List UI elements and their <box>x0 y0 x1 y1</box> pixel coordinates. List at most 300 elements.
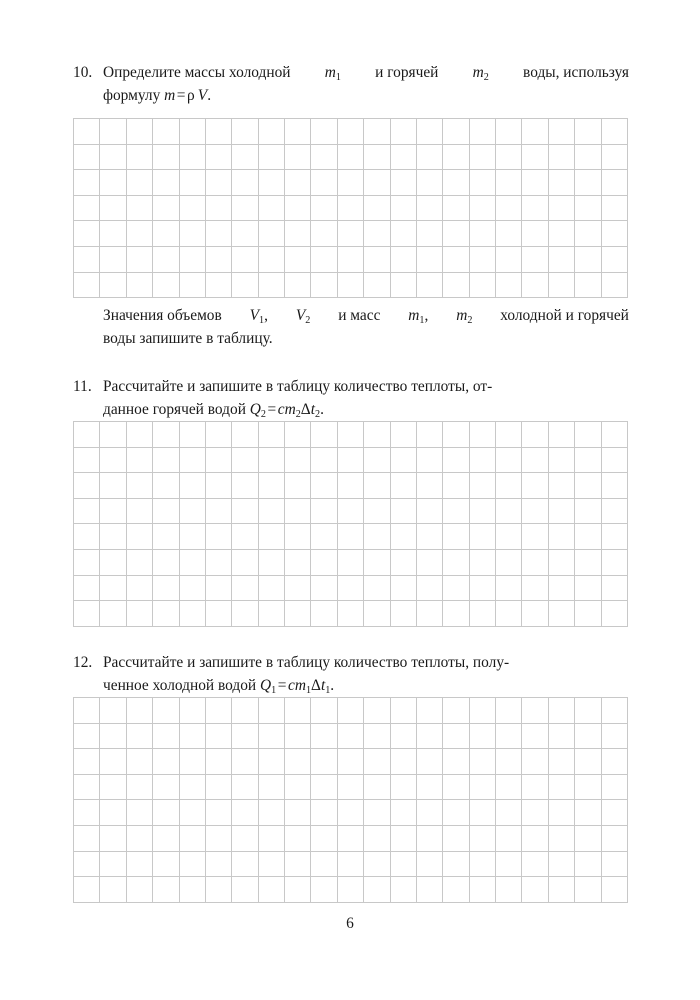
grid-cell[interactable] <box>390 549 416 575</box>
grid-cell[interactable] <box>469 246 495 272</box>
grid-cell[interactable] <box>443 851 469 877</box>
grid-cell[interactable] <box>126 422 152 448</box>
grid-cell[interactable] <box>311 195 337 221</box>
grid-cell[interactable] <box>390 221 416 247</box>
grid-cell[interactable] <box>258 877 284 903</box>
grid-cell[interactable] <box>522 473 548 499</box>
grid-cell[interactable] <box>548 221 574 247</box>
grid-cell[interactable] <box>205 272 231 298</box>
grid-cell[interactable] <box>179 170 205 196</box>
grid-cell[interactable] <box>496 144 522 170</box>
grid-cell[interactable] <box>443 774 469 800</box>
grid-cell[interactable] <box>469 195 495 221</box>
grid-cell[interactable] <box>443 698 469 724</box>
grid-cell[interactable] <box>311 447 337 473</box>
grid-cell[interactable] <box>443 246 469 272</box>
grid-cell[interactable] <box>496 221 522 247</box>
grid-cell[interactable] <box>548 749 574 775</box>
grid-cell[interactable] <box>416 170 442 196</box>
grid-cell[interactable] <box>285 575 311 601</box>
grid-cell[interactable] <box>258 749 284 775</box>
grid-cell[interactable] <box>469 698 495 724</box>
grid-cell[interactable] <box>496 723 522 749</box>
grid-cell[interactable] <box>337 195 363 221</box>
grid-cell[interactable] <box>469 524 495 550</box>
grid-cell[interactable] <box>100 698 126 724</box>
grid-cell[interactable] <box>601 549 628 575</box>
grid-cell[interactable] <box>337 221 363 247</box>
grid-cell[interactable] <box>548 575 574 601</box>
grid-cell[interactable] <box>522 119 548 145</box>
grid-cell[interactable] <box>416 851 442 877</box>
grid-cell[interactable] <box>496 575 522 601</box>
grid-cell[interactable] <box>575 498 601 524</box>
grid-cell[interactable] <box>337 549 363 575</box>
grid-cell[interactable] <box>469 877 495 903</box>
grid-cell[interactable] <box>416 473 442 499</box>
grid-cell[interactable] <box>496 272 522 298</box>
grid-cell[interactable] <box>74 524 100 550</box>
grid-cell[interactable] <box>443 195 469 221</box>
grid-cell[interactable] <box>153 221 179 247</box>
grid-cell[interactable] <box>232 749 258 775</box>
grid-cell[interactable] <box>311 170 337 196</box>
grid-cell[interactable] <box>522 272 548 298</box>
grid-cell[interactable] <box>443 473 469 499</box>
grid-cell[interactable] <box>364 749 390 775</box>
grid-cell[interactable] <box>285 877 311 903</box>
grid-cell[interactable] <box>390 774 416 800</box>
grid-cell[interactable] <box>443 498 469 524</box>
grid-cell[interactable] <box>126 473 152 499</box>
grid-cell[interactable] <box>100 221 126 247</box>
grid-cell[interactable] <box>285 422 311 448</box>
grid-cell[interactable] <box>258 144 284 170</box>
grid-cell[interactable] <box>575 851 601 877</box>
grid-cell[interactable] <box>443 272 469 298</box>
grid-cell[interactable] <box>390 195 416 221</box>
grid-cell[interactable] <box>601 749 628 775</box>
grid-cell[interactable] <box>311 144 337 170</box>
grid-cell[interactable] <box>548 473 574 499</box>
grid-cell[interactable] <box>311 498 337 524</box>
grid-cell[interactable] <box>601 800 628 826</box>
grid-cell[interactable] <box>337 144 363 170</box>
grid-cell[interactable] <box>126 723 152 749</box>
grid-cell[interactable] <box>74 447 100 473</box>
grid-cell[interactable] <box>601 246 628 272</box>
grid-cell[interactable] <box>601 601 628 627</box>
grid-cell[interactable] <box>74 601 100 627</box>
grid-cell[interactable] <box>548 524 574 550</box>
grid-cell[interactable] <box>496 422 522 448</box>
grid-cell[interactable] <box>285 221 311 247</box>
grid-cell[interactable] <box>364 698 390 724</box>
grid-cell[interactable] <box>205 498 231 524</box>
grid-cell[interactable] <box>205 698 231 724</box>
grid-cell[interactable] <box>601 473 628 499</box>
grid-cell[interactable] <box>390 800 416 826</box>
grid-cell[interactable] <box>364 800 390 826</box>
grid-cell[interactable] <box>153 422 179 448</box>
grid-cell[interactable] <box>390 851 416 877</box>
grid-cell[interactable] <box>469 549 495 575</box>
grid-cell[interactable] <box>205 851 231 877</box>
grid-cell[interactable] <box>74 195 100 221</box>
grid-cell[interactable] <box>522 549 548 575</box>
grid-cell[interactable] <box>522 170 548 196</box>
grid-cell[interactable] <box>469 601 495 627</box>
grid-cell[interactable] <box>179 221 205 247</box>
grid-cell[interactable] <box>258 800 284 826</box>
grid-cell[interactable] <box>469 851 495 877</box>
grid-cell[interactable] <box>74 246 100 272</box>
grid-cell[interactable] <box>311 272 337 298</box>
grid-cell[interactable] <box>153 723 179 749</box>
grid-cell[interactable] <box>416 601 442 627</box>
grid-cell[interactable] <box>311 246 337 272</box>
grid-cell[interactable] <box>285 170 311 196</box>
grid-cell[interactable] <box>232 195 258 221</box>
grid-cell[interactable] <box>443 422 469 448</box>
grid-cell[interactable] <box>496 119 522 145</box>
grid-cell[interactable] <box>575 524 601 550</box>
grid-cell[interactable] <box>205 800 231 826</box>
grid-cell[interactable] <box>258 246 284 272</box>
grid-cell[interactable] <box>205 723 231 749</box>
grid-cell[interactable] <box>205 825 231 851</box>
grid-cell[interactable] <box>337 749 363 775</box>
grid-cell[interactable] <box>601 170 628 196</box>
grid-cell[interactable] <box>285 749 311 775</box>
grid-cell[interactable] <box>179 119 205 145</box>
grid-cell[interactable] <box>100 498 126 524</box>
grid-cell[interactable] <box>153 851 179 877</box>
grid-cell[interactable] <box>548 144 574 170</box>
grid-cell[interactable] <box>548 774 574 800</box>
grid-cell[interactable] <box>311 723 337 749</box>
grid-cell[interactable] <box>575 144 601 170</box>
grid-cell[interactable] <box>337 170 363 196</box>
grid-cell[interactable] <box>179 698 205 724</box>
grid-cell[interactable] <box>311 698 337 724</box>
grid-cell[interactable] <box>496 800 522 826</box>
grid-cell[interactable] <box>258 575 284 601</box>
grid-cell[interactable] <box>232 447 258 473</box>
grid-cell[interactable] <box>337 877 363 903</box>
grid-cell[interactable] <box>390 749 416 775</box>
grid-cell[interactable] <box>364 774 390 800</box>
grid-cell[interactable] <box>522 723 548 749</box>
grid-cell[interactable] <box>469 498 495 524</box>
grid-cell[interactable] <box>126 170 152 196</box>
grid-cell[interactable] <box>601 723 628 749</box>
grid-cell[interactable] <box>337 698 363 724</box>
grid-cell[interactable] <box>285 144 311 170</box>
grid-cell[interactable] <box>443 575 469 601</box>
grid-cell[interactable] <box>232 723 258 749</box>
grid-cell[interactable] <box>337 246 363 272</box>
grid-cell[interactable] <box>311 473 337 499</box>
grid-cell[interactable] <box>179 524 205 550</box>
grid-cell[interactable] <box>522 498 548 524</box>
grid-cell[interactable] <box>364 825 390 851</box>
grid-cell[interactable] <box>601 575 628 601</box>
grid-cell[interactable] <box>100 422 126 448</box>
grid-cell[interactable] <box>548 170 574 196</box>
grid-cell[interactable] <box>232 119 258 145</box>
grid-cell[interactable] <box>285 851 311 877</box>
grid-cell[interactable] <box>390 698 416 724</box>
grid-cell[interactable] <box>337 800 363 826</box>
grid-cell[interactable] <box>205 473 231 499</box>
grid-cell[interactable] <box>364 851 390 877</box>
grid-cell[interactable] <box>74 749 100 775</box>
grid-cell[interactable] <box>337 774 363 800</box>
grid-cell[interactable] <box>74 698 100 724</box>
grid-cell[interactable] <box>522 601 548 627</box>
grid-cell[interactable] <box>126 272 152 298</box>
grid-cell[interactable] <box>443 549 469 575</box>
grid-cell[interactable] <box>416 119 442 145</box>
grid-cell[interactable] <box>390 524 416 550</box>
grid-cell[interactable] <box>390 498 416 524</box>
grid-cell[interactable] <box>337 498 363 524</box>
grid-cell[interactable] <box>575 221 601 247</box>
grid-cell[interactable] <box>522 447 548 473</box>
grid-cell[interactable] <box>364 575 390 601</box>
grid-cell[interactable] <box>548 601 574 627</box>
grid-cell[interactable] <box>548 851 574 877</box>
grid-cell[interactable] <box>179 272 205 298</box>
grid-cell[interactable] <box>390 422 416 448</box>
grid-cell[interactable] <box>416 774 442 800</box>
grid-cell[interactable] <box>232 774 258 800</box>
grid-cell[interactable] <box>74 723 100 749</box>
grid-cell[interactable] <box>179 447 205 473</box>
grid-cell[interactable] <box>364 170 390 196</box>
grid-cell[interactable] <box>100 601 126 627</box>
grid-cell[interactable] <box>416 195 442 221</box>
grid-cell[interactable] <box>496 549 522 575</box>
grid-cell[interactable] <box>74 800 100 826</box>
grid-cell[interactable] <box>232 800 258 826</box>
grid-cell[interactable] <box>74 221 100 247</box>
grid-cell[interactable] <box>74 498 100 524</box>
grid-cell[interactable] <box>390 272 416 298</box>
grid-cell[interactable] <box>364 524 390 550</box>
grid-cell[interactable] <box>601 447 628 473</box>
grid-cell[interactable] <box>416 221 442 247</box>
grid-cell[interactable] <box>601 698 628 724</box>
grid-cell[interactable] <box>337 825 363 851</box>
grid-cell[interactable] <box>126 246 152 272</box>
grid-cell[interactable] <box>443 221 469 247</box>
grid-cell[interactable] <box>74 774 100 800</box>
grid-cell[interactable] <box>522 422 548 448</box>
grid-cell[interactable] <box>153 144 179 170</box>
grid-cell[interactable] <box>311 524 337 550</box>
grid-cell[interactable] <box>496 246 522 272</box>
grid-cell[interactable] <box>601 877 628 903</box>
grid-cell[interactable] <box>496 774 522 800</box>
grid-cell[interactable] <box>575 549 601 575</box>
grid-cell[interactable] <box>258 549 284 575</box>
grid-cell[interactable] <box>153 549 179 575</box>
grid-cell[interactable] <box>522 144 548 170</box>
grid-cell[interactable] <box>205 524 231 550</box>
grid-cell[interactable] <box>311 877 337 903</box>
grid-cell[interactable] <box>74 877 100 903</box>
grid-cell[interactable] <box>179 473 205 499</box>
grid-cell[interactable] <box>443 447 469 473</box>
grid-cell[interactable] <box>258 498 284 524</box>
grid-cell[interactable] <box>153 119 179 145</box>
grid-cell[interactable] <box>364 195 390 221</box>
grid-cell[interactable] <box>469 774 495 800</box>
grid-cell[interactable] <box>258 170 284 196</box>
grid-cell[interactable] <box>74 170 100 196</box>
grid-cell[interactable] <box>205 422 231 448</box>
grid-cell[interactable] <box>258 195 284 221</box>
grid-cell[interactable] <box>469 170 495 196</box>
grid-cell[interactable] <box>232 877 258 903</box>
grid-cell[interactable] <box>100 170 126 196</box>
grid-cell[interactable] <box>575 601 601 627</box>
grid-cell[interactable] <box>311 221 337 247</box>
grid-cell[interactable] <box>126 195 152 221</box>
grid-cell[interactable] <box>522 698 548 724</box>
grid-cell[interactable] <box>364 601 390 627</box>
grid-cell[interactable] <box>548 195 574 221</box>
grid-cell[interactable] <box>469 422 495 448</box>
grid-cell[interactable] <box>153 473 179 499</box>
grid-cell[interactable] <box>232 601 258 627</box>
grid-cell[interactable] <box>74 272 100 298</box>
grid-cell[interactable] <box>153 195 179 221</box>
grid-cell[interactable] <box>74 575 100 601</box>
grid-cell[interactable] <box>285 549 311 575</box>
grid-cell[interactable] <box>100 119 126 145</box>
grid-cell[interactable] <box>311 851 337 877</box>
grid-cell[interactable] <box>100 473 126 499</box>
grid-cell[interactable] <box>100 549 126 575</box>
grid-cell[interactable] <box>390 119 416 145</box>
grid-cell[interactable] <box>575 774 601 800</box>
grid-cell[interactable] <box>337 447 363 473</box>
grid-cell[interactable] <box>205 575 231 601</box>
grid-cell[interactable] <box>390 723 416 749</box>
grid-cell[interactable] <box>100 246 126 272</box>
grid-cell[interactable] <box>205 601 231 627</box>
grid-cell[interactable] <box>258 524 284 550</box>
grid-cell[interactable] <box>390 144 416 170</box>
grid-cell[interactable] <box>522 800 548 826</box>
grid-cell[interactable] <box>364 246 390 272</box>
grid-cell[interactable] <box>205 774 231 800</box>
grid-cell[interactable] <box>285 498 311 524</box>
grid-cell[interactable] <box>126 119 152 145</box>
grid-cell[interactable] <box>522 524 548 550</box>
grid-cell[interactable] <box>311 749 337 775</box>
grid-cell[interactable] <box>469 447 495 473</box>
grid-cell[interactable] <box>285 195 311 221</box>
grid-cell[interactable] <box>285 246 311 272</box>
grid-cell[interactable] <box>548 447 574 473</box>
grid-cell[interactable] <box>443 877 469 903</box>
grid-cell[interactable] <box>364 447 390 473</box>
grid-cell[interactable] <box>337 119 363 145</box>
grid-cell[interactable] <box>416 698 442 724</box>
grid-cell[interactable] <box>390 246 416 272</box>
grid-cell[interactable] <box>153 800 179 826</box>
grid-cell[interactable] <box>258 119 284 145</box>
grid-cell[interactable] <box>416 549 442 575</box>
grid-cell[interactable] <box>74 422 100 448</box>
grid-cell[interactable] <box>416 800 442 826</box>
grid-cell[interactable] <box>337 601 363 627</box>
grid-cell[interactable] <box>575 800 601 826</box>
grid-cell[interactable] <box>205 144 231 170</box>
grid-cell[interactable] <box>258 473 284 499</box>
grid-cell[interactable] <box>179 246 205 272</box>
grid-cell[interactable] <box>575 422 601 448</box>
grid-cell[interactable] <box>126 549 152 575</box>
grid-cell[interactable] <box>469 272 495 298</box>
grid-cell[interactable] <box>443 144 469 170</box>
grid-cell[interactable] <box>311 549 337 575</box>
grid-cell[interactable] <box>126 749 152 775</box>
grid-cell[interactable] <box>258 221 284 247</box>
grid-cell[interactable] <box>496 851 522 877</box>
grid-cell[interactable] <box>416 524 442 550</box>
grid-cell[interactable] <box>179 749 205 775</box>
grid-cell[interactable] <box>153 698 179 724</box>
grid-cell[interactable] <box>126 851 152 877</box>
grid-cell[interactable] <box>575 749 601 775</box>
grid-cell[interactable] <box>285 272 311 298</box>
grid-cell[interactable] <box>522 221 548 247</box>
grid-cell[interactable] <box>311 825 337 851</box>
grid-cell[interactable] <box>443 170 469 196</box>
grid-cell[interactable] <box>601 195 628 221</box>
grid-cell[interactable] <box>390 170 416 196</box>
grid-cell[interactable] <box>258 851 284 877</box>
grid-cell[interactable] <box>443 524 469 550</box>
grid-cell[interactable] <box>285 524 311 550</box>
grid-cell[interactable] <box>575 195 601 221</box>
grid-cell[interactable] <box>126 575 152 601</box>
grid-cell[interactable] <box>469 800 495 826</box>
grid-cell[interactable] <box>575 170 601 196</box>
grid-cell[interactable] <box>575 272 601 298</box>
grid-cell[interactable] <box>126 825 152 851</box>
grid-cell[interactable] <box>390 825 416 851</box>
grid-cell[interactable] <box>74 549 100 575</box>
grid-cell[interactable] <box>469 575 495 601</box>
grid-cell[interactable] <box>390 447 416 473</box>
grid-cell[interactable] <box>232 473 258 499</box>
grid-cell[interactable] <box>496 877 522 903</box>
grid-cell[interactable] <box>153 447 179 473</box>
grid-cell[interactable] <box>258 447 284 473</box>
grid-cell[interactable] <box>522 246 548 272</box>
grid-cell[interactable] <box>548 422 574 448</box>
grid-cell[interactable] <box>311 774 337 800</box>
grid-cell[interactable] <box>364 119 390 145</box>
grid-cell[interactable] <box>205 549 231 575</box>
grid-cell[interactable] <box>74 473 100 499</box>
